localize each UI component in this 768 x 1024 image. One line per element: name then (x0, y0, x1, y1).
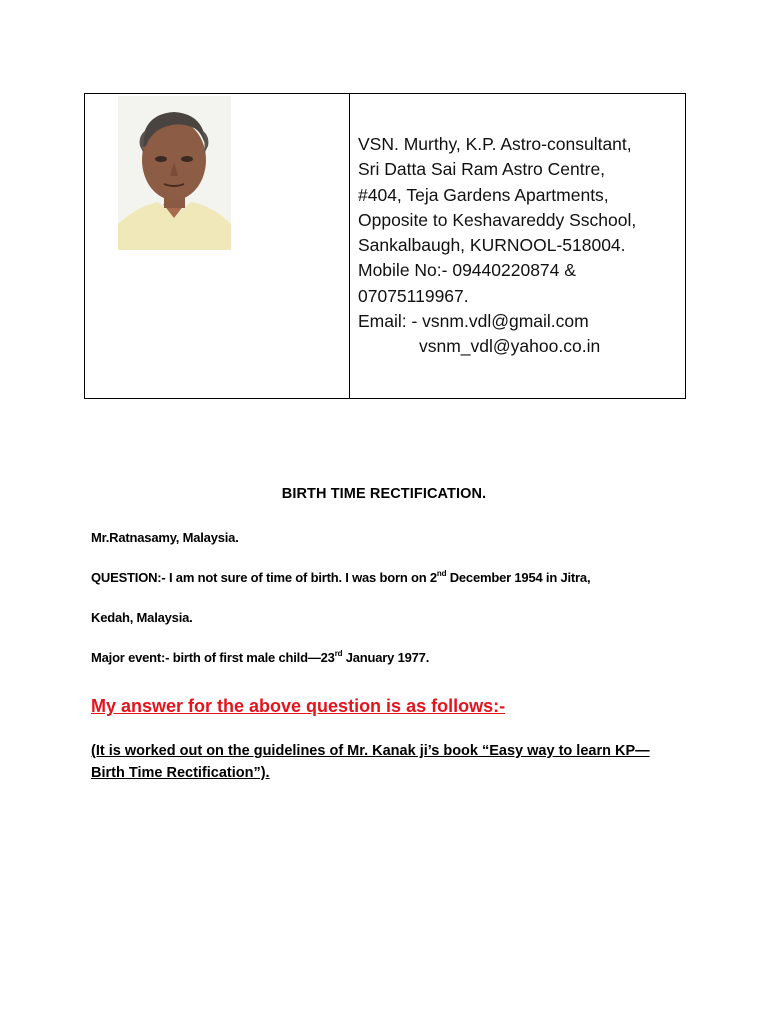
header-table (84, 93, 686, 399)
question-line-2: Kedah, Malaysia. (91, 610, 193, 625)
photo-cell (85, 94, 350, 398)
mobile-line-2: 07075119967. (358, 285, 469, 306)
question-text: QUESTION:- I am not sure of time of birth. I was born on 2 (91, 570, 437, 585)
question-sup: nd (436, 569, 447, 578)
address-line: VSN. Murthy, K.P. Astro-consultant, (358, 134, 632, 154)
author-photo (118, 96, 231, 250)
guideline-note: (It is worked out on the guidelines of Mr. Kanak ji’s book “Easy way to learn KP—Birth Time Rectification”). (91, 743, 650, 781)
event-sup: rd (334, 649, 343, 658)
address-line: Sri Datta Sai Ram Astro Centre, (358, 159, 606, 180)
mobile-line: Mobile No:- 09440220874 & (358, 260, 576, 281)
client-line: Mr.Ratnasamy, Malaysia. (91, 530, 239, 545)
question-line (91, 569, 590, 585)
email-line: Email: - vsnm.vdl@gmail.com (358, 311, 589, 332)
event-text-end: January 1977. (342, 650, 430, 665)
address-cell (350, 94, 685, 398)
address-line: Opposite to Keshavareddy Sschool, (358, 209, 637, 230)
email-line-2: vsnm_vdl@yahoo.co.in (419, 336, 601, 357)
address-line: Sankalbaugh, KURNOOL-518004. (358, 235, 626, 256)
event-text: Major event:- birth of first male child—23 (91, 650, 335, 665)
answer-heading: My answer for the above question is as follows:- (91, 696, 506, 716)
address-block (358, 132, 636, 360)
page-title: BIRTH TIME RECTIFICATION. (281, 486, 487, 502)
question-text-end: December 1954 in Jitra, (446, 570, 591, 585)
event-line (91, 649, 429, 665)
address-line: #404, Teja Gardens Apartments, (358, 184, 609, 205)
